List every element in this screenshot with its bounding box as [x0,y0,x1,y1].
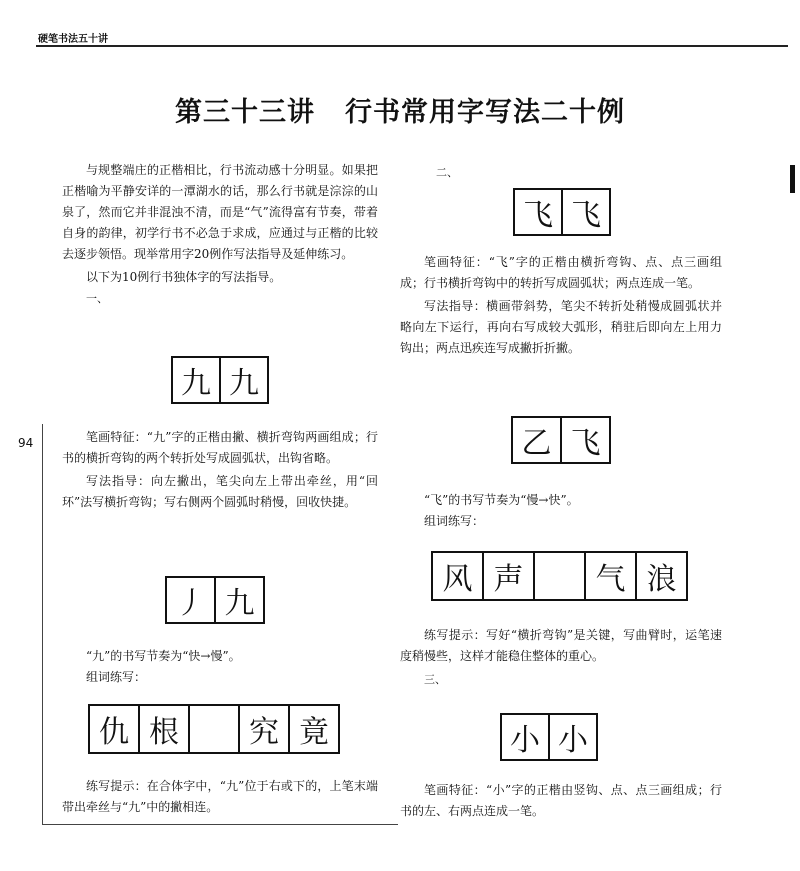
fei-rhythm: “飞”的书写节奏为“慢→快”。 [424,493,579,507]
fei-word-char-empty [535,553,586,599]
fei-compare-box [513,188,611,236]
fei-method: 写法指导：横画带斜势，笔尖不转折处稍慢成圆弧状并略向左下运行，再向右写成较大弧形，稍驻后即向左上用力钩出；两点迅疾连写成撇折折撇。 [400,299,722,355]
xiao-feature: 笔画特征：“小”字的正楷由竖钩、点、点三画组成；行书的左、右两点连成一笔。 [400,783,722,818]
jiu-tip-block [62,776,378,818]
section-number-1: 一、 [86,292,108,305]
running-header: 硬笔书法五十讲 [38,34,108,45]
fei-practice-label: 组词练写： [424,514,485,528]
fei-stroke-2: 飞 [570,426,601,461]
chapter-title [0,90,800,129]
jiu-word-char-empty [190,706,240,752]
section-number-2-wrap [428,162,748,183]
fei-word-char: 气 [586,553,637,599]
fei-word-grid [431,551,688,601]
fei-regular-char: 飞 [515,190,563,234]
fei-running-char: 飞 [571,198,601,233]
jiu-feature: 笔画特征：“九”字的正楷由撇、横折弯钩两画组成；行书的横折弯钩的两个转折处写成圆弧状，出钩省略。 [62,430,378,465]
xiao-running-char: 小 [558,723,588,758]
jiu-text-block [62,427,378,513]
jiu-word-char: 竟 [299,715,329,750]
fei-tip: 练写提示：写好“横折弯钩”是关键，写曲臂时，运笔速度稍慢些，这样才能稳住整体的重心。 [400,628,722,663]
jiu-stroke-1: 丿 [167,578,216,622]
fei-feature: 笔画特征：“飞”字的正楷由横折弯钩、点、点三画组成；行书横折弯钩中的转折写成圆弧状；两点连成一笔。 [400,255,722,290]
chapter-subject: 行书常用字写法二十例 [345,97,625,128]
jiu-stroke-2: 九 [224,586,255,621]
jiu-stroke-box [165,576,265,624]
chapter-number: 第三十三讲 [175,97,315,128]
jiu-rhythm: “九”的书写节奏为“快→慢”。 [86,649,241,663]
fei-word-char: 浪 [646,562,677,597]
jiu-practice-label: 组词练写： [86,670,147,684]
jiu-word-grid [88,704,340,754]
jiu-word-char: 仇 [90,706,140,752]
fei-word-char: 风 [433,553,484,599]
jiu-regular-char: 九 [173,358,221,402]
jiu-running-char: 九 [229,366,259,401]
left-column [62,160,378,309]
header-rule [36,45,788,47]
lead-paragraph: 以下为10例行书独体字的写法指导。 [86,270,282,284]
jiu-word-char: 根 [140,706,190,752]
fei-stroke-1: 乙 [513,418,562,462]
fei-text-block [400,252,722,359]
xiao-text-block [400,780,722,822]
edge-mark [790,165,795,193]
fei-rhythm-block [400,490,722,532]
xiao-regular-char: 小 [502,715,550,759]
margin-rule-bottom [42,824,398,825]
section-number-2: 二、 [436,166,458,179]
jiu-compare-box [171,356,269,404]
fei-stroke-box [511,416,611,464]
xiao-compare-box [500,713,598,761]
fei-tip-block [400,625,722,690]
jiu-method: 写法指导：向左撇出，笔尖向左上带出牵丝，用“回环”法写横折弯钩；写右侧两个圆弧时稍慢，回收快捷。 [62,474,378,509]
jiu-word-char: 究 [240,706,290,752]
section-number-3: 三、 [424,673,446,686]
intro-paragraph: 与规整端庄的正楷相比，行书流动感十分明显。如果把正楷喻为平静安详的一潭湖水的话，那么行书就是淙淙的山泉了，然而它并非混浊不清，而是“气”流得富有节奏，带着自身的韵律，初学行书不必急于求成，应通过与正楷的比较去逐步领悟。现举常用字20例作写法指导及延伸练习。 [62,163,378,261]
page-number: 94 [18,436,34,450]
jiu-rhythm-block [62,646,378,688]
fei-word-char: 声 [484,553,535,599]
margin-rule-left [42,424,43,824]
jiu-tip: 练写提示：在合体字中，“九”位于右或下的，上笔末端带出牵丝与“九”中的撇相连。 [62,779,378,814]
